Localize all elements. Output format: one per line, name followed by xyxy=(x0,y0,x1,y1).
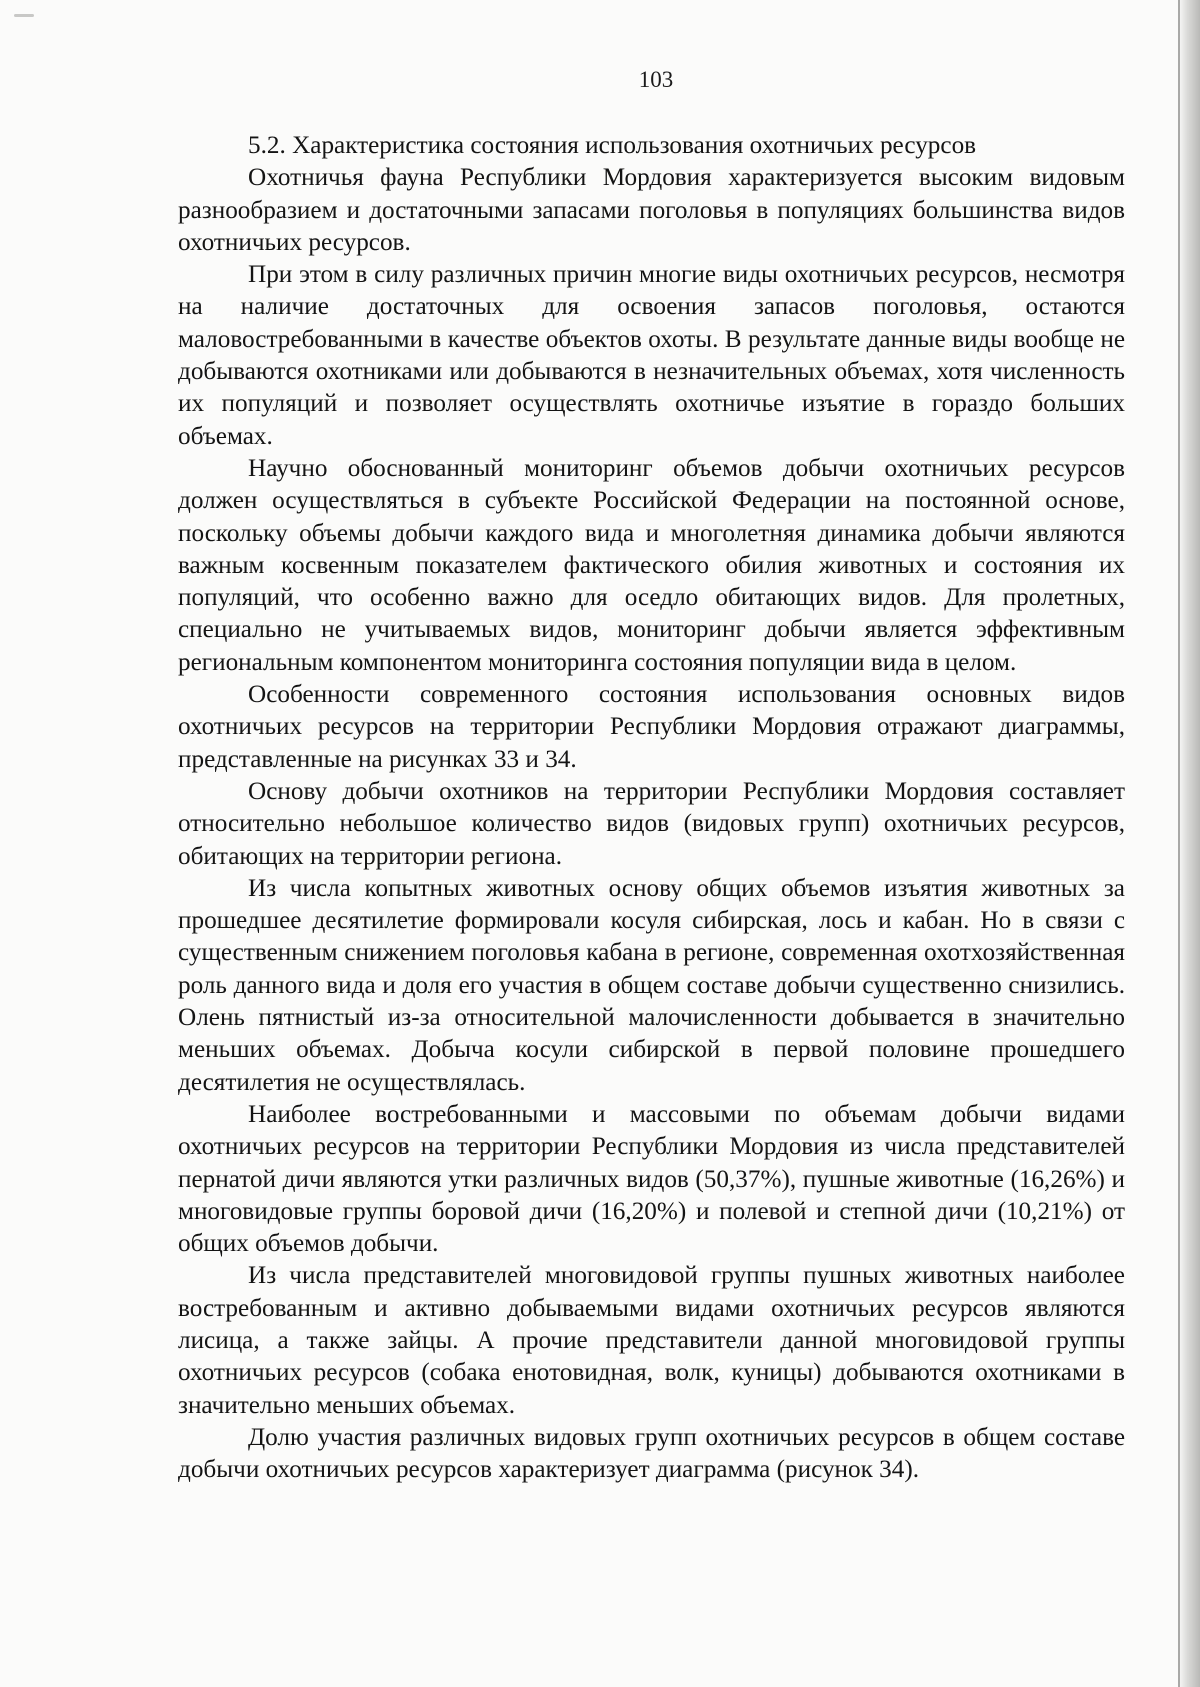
paragraph-4: Особенности современного состояния использования основных видов охотничьих ресурсов на территории Республики Мордовия отражают диаграммы, представленные на рисунках 33 и 34. xyxy=(178,681,1125,773)
page-edge-line xyxy=(1178,0,1180,1687)
paragraph-2: При этом в силу различных причин многие виды охотничьих ресурсов, несмотря на наличие достаточных для освоения запасов поголовья, остаются маловостребованными в качестве объектов охоты. В результате данные виды вообще не добываются охотниками или добываются в незначительных объемах, хотя численность их популяций и позволяет осуществлять охотничье изъятие в гораздо больших объемах. xyxy=(178,261,1125,450)
page-edge-shadow xyxy=(1178,0,1200,1687)
paragraph-1: Охотничья фауна Республики Мордовия характеризуется высоким видовым разнообразием и достаточными запасами поголовья в популяциях большинства видов охотничьих ресурсов. xyxy=(178,164,1125,256)
scan-speck xyxy=(14,14,34,17)
paragraph-3: Научно обоснованный мониторинг объемов добычи охотничьих ресурсов должен осуществляться в субъекте Российской Федерации на постоянной основе, поскольку объемы добычи каждого вида и многолетняя динамика добычи являются важным косвенным показателем фактического обилия животных и состояния их популяций, что особенно важно для оседло обитающих видов. Для пролетных, специально не учитываемых видов, мониторинг добычи является эффективным региональным компонентом мониторинга состояния популяции вида в целом. xyxy=(178,454,1125,676)
paragraph-9: Долю участия различных видовых групп охотничьих ресурсов в общем составе добычи охотничьих ресурсов характеризует диаграмма (рисунок 34). xyxy=(178,1423,1125,1484)
paragraph-7: Наиболее востребованными и массовыми по объемам добычи видами охотничьих ресурсов на территории Республики Мордовия из числа представителей пернатой дичи являются утки различных видов (50,37%), пушные животные (16,26%) и многовидовые группы боровой дичи (16,20%) и полевой и степной дичи (10,21%) от общих объемов добычи. xyxy=(178,1100,1125,1258)
paragraph-6: Из числа копытных животных основу общих объемов изъятия животных за прошедшее десятилетие формировали косуля сибирская, лось и кабан. Но в связи с существенным снижением поголовья кабана в регионе, современная охотхозяйственная роль данного вида и доля его участия в общем составе добычи существенно снизились. Олень пятнистый из-за относительной малочисленности добывается в значительно меньших объемах. Добыча косули сибирской в первой половине прошедшего десятилетия не осуществлялась. xyxy=(178,874,1125,1096)
document-body xyxy=(178,130,1125,1486)
section-heading: 5.2. Характеристика состояния использования охотничьих ресурсов xyxy=(248,132,977,159)
page-number: 103 xyxy=(638,67,674,92)
paragraph-8: Из числа представителей многовидовой группы пушных животных наиболее востребованным и активно добываемыми видами охотничьих ресурсов являются лисица, а также зайцы. А прочие представители данной многовидовой группы охотничьих ресурсов (собака енотовидная, волк, куницы) добываются охотниками в значительно меньших объемах. xyxy=(178,1262,1125,1419)
paragraph-5: Основу добычи охотников на территории Республики Мордовия составляет относительно небольшое количество видов (видовых групп) охотничьих ресурсов, обитающих на территории региона. xyxy=(178,777,1125,870)
